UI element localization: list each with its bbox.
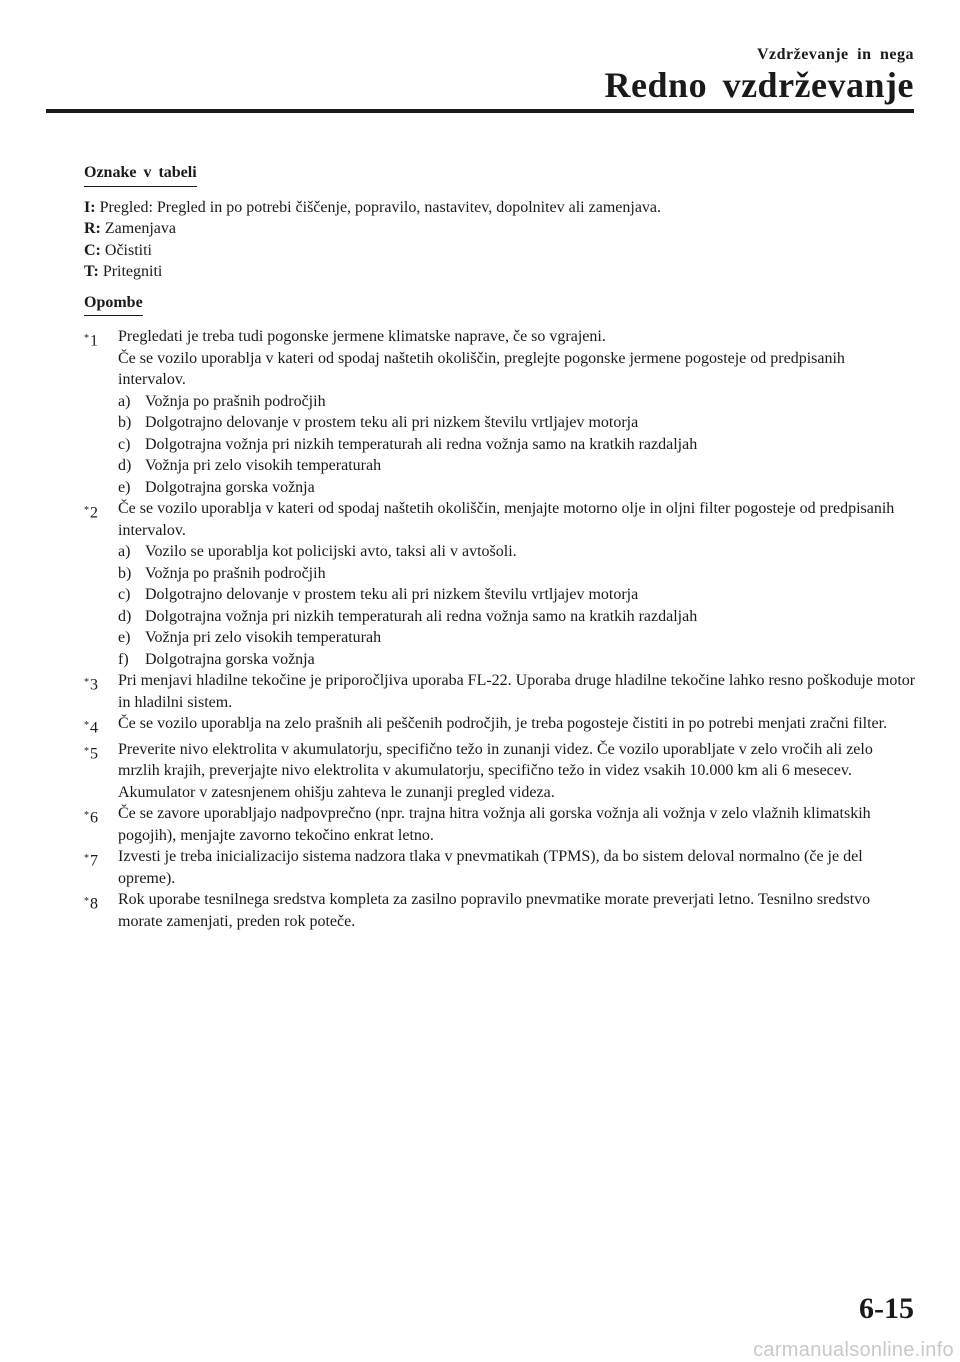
note-number-text: 2 <box>90 504 98 522</box>
legend-item <box>84 240 916 262</box>
note-sub-item <box>118 477 916 499</box>
legend-list <box>84 197 916 283</box>
sub-item-text: Vožnja po prašnih področjih <box>145 564 326 582</box>
note-sub-item <box>118 412 916 434</box>
legend-item <box>84 197 916 219</box>
note-asterisk: * <box>84 505 89 516</box>
note-sub-item <box>118 541 916 563</box>
legend-text: Zamenjava <box>104 220 176 237</box>
legend-text: Pregled: Pregled in po potrebi čiščenje, popravilo, nastavitev, dopolnitev ali zamenjava. <box>99 198 662 216</box>
note-number-text: 5 <box>90 745 98 763</box>
note-body <box>118 889 916 932</box>
notes-list <box>84 326 916 932</box>
note-number <box>84 713 118 739</box>
note-item <box>84 326 916 498</box>
note-body <box>118 713 916 739</box>
sub-item-text: Dolgotrajno delovanje v prostem teku ali pri nizkem številu vrtljajev motorja <box>145 586 639 603</box>
note-text: Izvesti je treba inicializacijo sistema nadzora tlaka v pnevmatikah (TPMS), da bo sistem deloval normalno (če je del opreme). <box>118 848 863 887</box>
sub-item-text: Dolgotrajno delovanje v prostem teku ali pri nizkem številu vrtljajev motorja <box>145 414 639 431</box>
sub-item-text: Dolgotrajna gorska vožnja <box>145 478 315 496</box>
note-item <box>84 803 916 846</box>
page-content <box>84 162 916 932</box>
legend-code: T: <box>84 263 99 280</box>
sub-item-letter: b) <box>118 414 132 431</box>
note-text: Pregledati je treba tudi pogonske jermene klimatske naprave, če so vgrajeni. <box>118 328 606 345</box>
legend-item <box>84 261 916 283</box>
note-sub-item <box>118 455 916 477</box>
legend-code: I: <box>84 198 96 216</box>
note-item <box>84 670 916 713</box>
sub-item-letter: d) <box>118 607 132 625</box>
note-number <box>84 846 118 889</box>
note-item <box>84 498 916 670</box>
page-number: 6-15 <box>859 1292 914 1325</box>
note-sub-item <box>118 627 916 649</box>
note-sub-item <box>118 584 916 606</box>
sub-item-letter: a) <box>118 392 131 410</box>
legend-code: C: <box>84 241 101 259</box>
note-item <box>84 713 916 739</box>
legend-text: Očistiti <box>104 241 152 259</box>
sub-item-text: Vozilo se uporablja kot policijski avto, taksi ali v avtošoli. <box>145 543 517 560</box>
note-text: Če se zavore uporabljajo nadpovprečno (npr. trajna hitra vožnja ali gorska vožnja ali vožnja v zelo vlažnih klimatskih pogojih), menjajte zavorno tekočino enkrat letno. <box>118 805 871 844</box>
note-sub-item <box>118 649 916 671</box>
sub-item-letter: b) <box>118 564 132 582</box>
note-asterisk: * <box>84 745 89 757</box>
note-asterisk: * <box>84 677 89 688</box>
legend-heading: Oznake v tabeli <box>84 162 197 187</box>
note-sub-item <box>118 563 916 585</box>
note-item <box>84 739 916 804</box>
note-number <box>84 803 118 846</box>
note-asterisk: * <box>84 720 89 731</box>
legend-item <box>84 218 916 240</box>
note-number-text: 8 <box>90 895 98 913</box>
note-number <box>84 739 118 804</box>
note-number <box>84 889 118 932</box>
sub-item-letter: f) <box>118 650 129 668</box>
note-body <box>118 326 916 498</box>
note-number-text: 3 <box>90 676 98 694</box>
note-body <box>118 670 916 713</box>
sub-item-text: Vožnja po prašnih področjih <box>145 392 326 410</box>
note-body <box>118 739 916 804</box>
section-subtitle: Vzdrževanje in nega <box>756 46 914 63</box>
notes-heading: Opombe <box>84 292 143 317</box>
header-divider <box>46 109 914 113</box>
note-number-text: 6 <box>90 809 98 827</box>
sub-item-text: Vožnja pri zelo visokih temperaturah <box>145 457 382 474</box>
note-text: Rok uporabe tesnilnega sredstva kompleta za zasilno popravilo pnevmatike morate preverjati letno. Tesnilno sredstvo morate zamenjati, preden rok poteče. <box>118 891 871 930</box>
note-item <box>84 889 916 932</box>
note-number-text: 4 <box>90 719 98 737</box>
note-body <box>118 498 916 670</box>
sub-item-text: Dolgotrajna vožnja pri nizkih temperaturah ali redna vožnja samo na kratkih razdaljah <box>145 435 698 453</box>
note-sub-item <box>118 606 916 628</box>
legend-code: R: <box>84 220 101 237</box>
sub-item-letter: e) <box>118 478 131 496</box>
note-asterisk: * <box>84 853 89 865</box>
sub-item-letter: c) <box>118 586 131 603</box>
note-asterisk: * <box>84 896 89 908</box>
legend-text: Pritegniti <box>102 263 163 280</box>
note-body <box>118 846 916 889</box>
sub-item-text: Vožnja pri zelo visokih temperaturah <box>145 629 382 646</box>
note-sub-item <box>118 434 916 456</box>
note-text: Pri menjavi hladilne tekočine je priporočljiva uporaba FL-22. Uporaba druge hladilne tekočine lahko resno poškoduje motor in hladilni sistem. <box>118 672 916 711</box>
note-asterisk: * <box>84 810 89 822</box>
sub-item-letter: a) <box>118 543 131 560</box>
watermark: carmanualsonline.info <box>753 1339 954 1361</box>
sub-item-letter: e) <box>118 629 131 646</box>
note-number <box>84 670 118 713</box>
note-number <box>84 326 118 498</box>
note-text: Če se vozilo uporablja na zelo prašnih ali peščenih področjih, je treba pogosteje čistiti in po potrebi menjati zračni filter. <box>118 715 888 732</box>
sub-item-text: Dolgotrajna gorska vožnja <box>145 650 315 668</box>
sub-item-letter: c) <box>118 435 131 453</box>
note-text: Če se vozilo uporablja v kateri od spodaj naštetih okoliščin, menjajte motorno olje in oljni filter pogosteje od predpisanih intervalov. <box>118 500 895 539</box>
note-number <box>84 498 118 670</box>
note-item <box>84 846 916 889</box>
sub-item-letter: d) <box>118 457 132 474</box>
note-sub-item <box>118 391 916 413</box>
note-text: Če se vozilo uporablja v kateri od spodaj naštetih okoliščin, preglejte pogonske jermene pogosteje od predpisanih intervalov. <box>118 349 845 388</box>
sub-item-text: Dolgotrajna vožnja pri nizkih temperaturah ali redna vožnja samo na kratkih razdaljah <box>145 607 698 625</box>
note-text: Preverite nivo elektrolita v akumulatorju, specifično težo in zunanji videz. Če vozilo uporabljate v zelo vročih ali zelo mrzlih krajih, preverjajte nivo elektrolita v akumulatorju, specifično težo in videz vsakih 10.000 km ali 6 mesecev. Akumulator v zatesnjenem ohišju zahteva le zunanji pregled videza. <box>118 740 873 801</box>
note-number-text: 7 <box>90 852 98 870</box>
page-title: Redno vzdrževanje <box>604 65 914 105</box>
note-asterisk: * <box>84 333 89 344</box>
note-number-text: 1 <box>90 332 98 350</box>
note-body <box>118 803 916 846</box>
